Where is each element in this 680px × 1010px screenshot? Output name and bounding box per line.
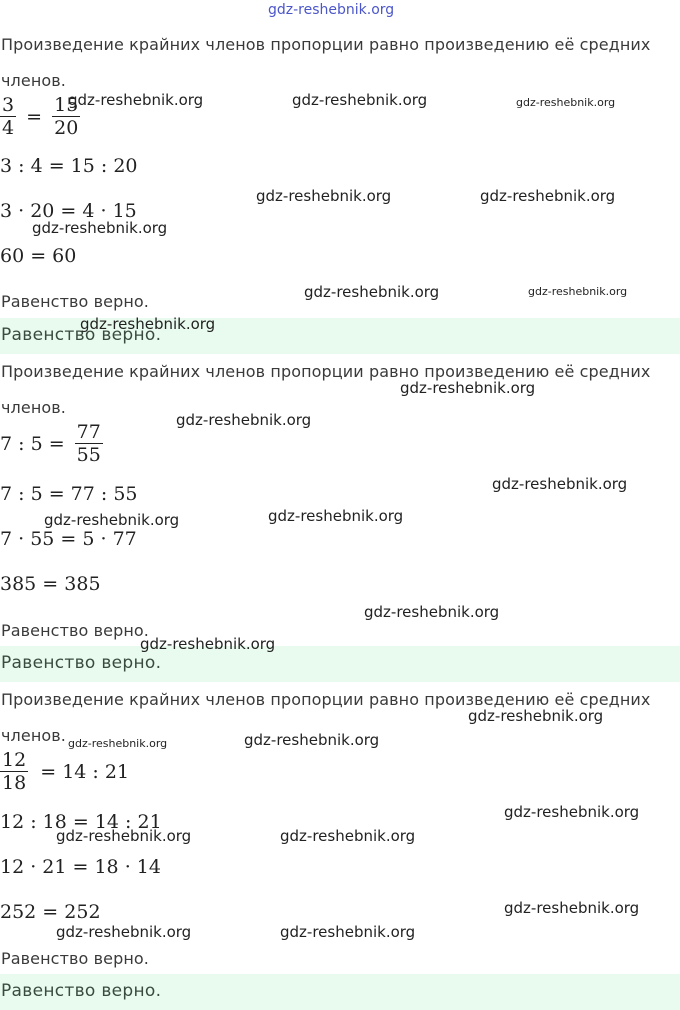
- watermark: gdz-reshebnik.org: [400, 379, 536, 397]
- colon-equation-3: 12 : 18 = 14 : 21: [0, 811, 162, 833]
- watermark: gdz-reshebnik.org: [68, 737, 168, 750]
- watermark: gdz-reshebnik.org: [292, 91, 428, 109]
- watermark: gdz-reshebnik.org: [280, 827, 416, 845]
- ratio-text: = 14 : 21: [40, 760, 130, 783]
- result-equation-1: 60 = 60: [0, 245, 77, 267]
- fraction-left: [0, 94, 16, 139]
- result-equation-2: 385 = 385: [0, 573, 101, 595]
- equality-text-3: Равенство верно.: [1, 949, 149, 968]
- watermark: gdz-reshebnik.org: [504, 803, 640, 821]
- watermark: gdz-reshebnik.org: [56, 827, 192, 845]
- rule-text-line1: Произведение крайних членов пропорции равно произведению её средних: [1, 690, 651, 709]
- watermark: gdz-reshebnik.org: [80, 315, 216, 333]
- fraction-denominator: 20: [54, 117, 79, 139]
- fraction-denominator: 4: [2, 117, 15, 139]
- answer-highlight-2: [0, 646, 680, 682]
- rule-text-line1: Произведение крайних членов пропорции равно произведению её средних: [1, 362, 651, 381]
- watermark: gdz-reshebnik.org: [176, 411, 312, 429]
- product-equation-3: 12 · 21 = 18 · 14: [0, 856, 161, 878]
- watermark: gdz-reshebnik.org: [140, 635, 276, 653]
- watermark: gdz-reshebnik.org: [492, 475, 628, 493]
- watermark: gdz-reshebnik.org: [504, 899, 640, 917]
- watermark: gdz-reshebnik.org: [468, 707, 604, 725]
- watermark: gdz-reshebnik.org: [256, 187, 392, 205]
- ratio-text: 7 : 5 =: [0, 432, 65, 455]
- watermark: gdz-reshebnik.org: [528, 285, 628, 298]
- watermark: gdz-reshebnik.org: [364, 603, 500, 621]
- watermark: gdz-reshebnik.org: [56, 923, 192, 941]
- rule-text-line2: членов.: [1, 71, 66, 90]
- fraction-numerator: 15: [54, 94, 79, 116]
- fraction-denominator: 55: [76, 444, 101, 466]
- site-watermark-top: gdz-reshebnik.org: [268, 2, 395, 18]
- rule-text-line1: Произведение крайних членов пропорции равно произведению её средних: [1, 35, 651, 54]
- answer-text: Равенство верно.: [1, 981, 162, 1001]
- fraction-equation-2: [0, 421, 103, 466]
- watermark: gdz-reshebnik.org: [304, 283, 440, 301]
- watermark: gdz-reshebnik.org: [480, 187, 616, 205]
- rule-text-line2: членов.: [1, 726, 66, 745]
- answer-highlight-3: [0, 974, 680, 1010]
- fraction-numerator: 12: [2, 749, 27, 771]
- watermark: gdz-reshebnik.org: [268, 507, 404, 525]
- fraction-equation-3: [0, 749, 129, 794]
- fraction-numerator: 3: [2, 94, 15, 116]
- result-equation-3: 252 = 252: [0, 901, 101, 923]
- watermark: gdz-reshebnik.org: [280, 923, 416, 941]
- rule-text-line2: членов.: [1, 398, 66, 417]
- equality-text-1: Равенство верно.: [1, 292, 149, 311]
- colon-equation-2: 7 : 5 = 77 : 55: [0, 483, 138, 505]
- product-equation-2: 7 · 55 = 5 · 77: [0, 528, 137, 550]
- equality-text-2: Равенство верно.: [1, 621, 149, 640]
- equals-sign: =: [26, 105, 43, 128]
- answer-text: Равенство верно.: [1, 325, 162, 345]
- watermark: gdz-reshebnik.org: [516, 96, 616, 109]
- colon-equation-1: 3 : 4 = 15 : 20: [0, 155, 138, 177]
- fraction-numerator: 77: [76, 421, 101, 443]
- watermark: gdz-reshebnik.org: [244, 731, 380, 749]
- watermark: gdz-reshebnik.org: [32, 219, 168, 237]
- product-equation-1: 3 · 20 = 4 · 15: [0, 200, 137, 222]
- watermark: gdz-reshebnik.org: [68, 91, 204, 109]
- watermark: gdz-reshebnik.org: [44, 511, 180, 529]
- fraction-denominator: 18: [2, 772, 27, 794]
- answer-text: Равенство верно.: [1, 653, 162, 673]
- fraction-right: [75, 421, 103, 466]
- fraction-left: [0, 749, 28, 794]
